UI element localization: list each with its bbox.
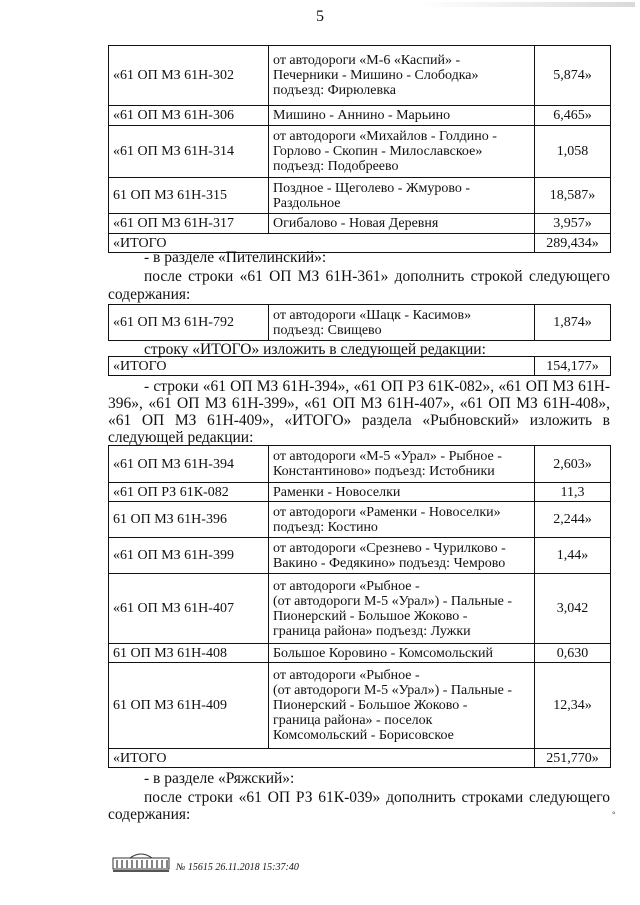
paragraph-rybnovsky-line-2: 396», «61 ОП МЗ 61Н-399», «61 ОП МЗ 61Н-407», «61 ОП МЗ 61Н-408»,	[108, 395, 610, 412]
table-row	[109, 502, 611, 538]
table-total-pitelinsky	[108, 356, 611, 376]
table-row	[109, 126, 611, 178]
table-total-row	[109, 749, 611, 768]
paragraph-insert-after-039: после строки «61 ОП РЗ 61К-039» дополнить строками следующего	[144, 789, 610, 806]
paragraph-rybnovsky-line-1: - строки «61 ОП МЗ 61Н-394», «61 ОП РЗ 61К-082», «61 ОП МЗ 61Н-	[144, 378, 610, 395]
table-row	[109, 305, 611, 341]
table-row	[109, 574, 611, 644]
total-label: «ИТОГО	[109, 357, 535, 376]
road-code: «61 ОП МЗ 61Н-314	[109, 126, 269, 178]
total-value: 251,770»	[535, 749, 611, 768]
road-description: от автодороги «Михайлов - Голдино - Горлово - Скопин - Милославское» подъезд: Подобреево	[269, 126, 535, 178]
road-description: от автодороги «Раменки - Новоселки» подъезд: Костино	[269, 502, 535, 538]
road-length: 11,3	[535, 483, 611, 502]
road-description: от автодороги «Шацк - Касимов» подъезд: Свищево	[269, 305, 535, 341]
table-row	[109, 483, 611, 502]
road-code: «61 ОП МЗ 61Н-306	[109, 106, 269, 126]
paragraph-rybnovsky-line-3: «61 ОП МЗ 61Н-409», «ИТОГО» раздела «Рыбновский» изложить в	[108, 412, 610, 429]
total-label: «ИТОГО	[109, 749, 535, 768]
road-description: от автодороги «Рыбное - (от автодороги М-5 «Урал») - Пальные - Пионерский - Большое Жоково - граница района» подъезд: Лужки	[269, 574, 535, 644]
road-description: Раменки - Новоселки	[269, 483, 535, 502]
road-code: «61 ОП МЗ 61Н-792	[109, 305, 269, 341]
road-length: 0,630	[535, 644, 611, 663]
road-description: Мишино - Аннино - Марьино	[269, 106, 535, 126]
road-length: 6,465»	[535, 106, 611, 126]
table-total-row	[109, 357, 611, 376]
paragraph-insert-after-039-cont: содержания:	[108, 806, 191, 823]
road-length: 18,587»	[535, 178, 611, 214]
table-roads-rybnovsky	[108, 445, 611, 768]
paragraph-insert-after-361-cont: содержания:	[108, 286, 191, 303]
road-code: «61 ОП МЗ 61Н-302	[109, 46, 269, 106]
road-description: Большое Коровино - Комсомольский	[269, 644, 535, 663]
table-row	[109, 663, 611, 749]
road-length: 3,042	[535, 574, 611, 644]
table-row	[109, 538, 611, 574]
paragraph-insert-after-361: после строки «61 ОП МЗ 61Н-361» дополнить строкой следующего	[144, 268, 610, 285]
road-code: 61 ОП МЗ 61Н-315	[109, 178, 269, 214]
page-number: 5	[316, 8, 324, 25]
paragraph-section-pitelinsky: - в разделе «Пителинский»:	[144, 249, 327, 266]
paragraph-rybnovsky-line-4: следующей редакции:	[108, 429, 254, 446]
table-row	[109, 106, 611, 126]
table-roads-2	[108, 304, 611, 341]
road-code: «61 ОП МЗ 61Н-317	[109, 214, 269, 234]
road-length: 12,34»	[535, 663, 611, 749]
table-row	[109, 178, 611, 214]
road-length: 2,244»	[535, 502, 611, 538]
road-length: 2,603»	[535, 446, 611, 483]
road-code: 61 ОП МЗ 61Н-408	[109, 644, 269, 663]
road-code: «61 ОП МЗ 61Н-407	[109, 574, 269, 644]
building-stamp-icon	[112, 849, 170, 873]
road-description: Огибалово - Новая Деревня	[269, 214, 535, 234]
table-row	[109, 214, 611, 234]
road-length: 1,44»	[535, 538, 611, 574]
road-description: от автодороги «Рыбное - (от автодороги М-5 «Урал») - Пальные - Пионерский - Большое Жоково - граница района» - поселок Комсомольский - Борисовское	[269, 663, 535, 749]
table-row	[109, 46, 611, 106]
road-description: Поздное - Щеголево - Жмурово - Раздольное	[269, 178, 535, 214]
road-code: 61 ОП МЗ 61Н-396	[109, 502, 269, 538]
road-description: от автодороги «М-6 «Каспий» - Печерники - Мишино - Слободка» подъезд: Фирюлевка	[269, 46, 535, 106]
road-code: 61 ОП МЗ 61Н-409	[109, 663, 269, 749]
total-value: 154,177»	[535, 357, 611, 376]
paragraph-section-ryazhsky: - в разделе «Ряжский»:	[144, 770, 295, 787]
document-registration-stamp: № 15615 26.11.2018 15:37:40	[176, 862, 299, 873]
table-row	[109, 644, 611, 663]
total-value: 289,434»	[535, 234, 611, 253]
road-length: 3,957»	[535, 214, 611, 234]
road-code: «61 ОП МЗ 61Н-399	[109, 538, 269, 574]
paragraph-total-edit: строку «ИТОГО» изложить в следующей редакции:	[144, 341, 486, 358]
road-length: 5,874»	[535, 46, 611, 106]
table-roads-1	[108, 45, 611, 253]
total-label: «ИТОГО	[109, 234, 535, 253]
table-row	[109, 446, 611, 483]
road-length: 1,874»	[535, 305, 611, 341]
scan-artifact	[420, 2, 635, 7]
road-code: «61 ОП РЗ 61К-082	[109, 483, 269, 502]
road-description: от автодороги «Срезнево - Чурилково - Вакино - Федякино» подъезд: Чемрово	[269, 538, 535, 574]
margin-mark: ◦	[612, 808, 616, 819]
road-length: 1,058	[535, 126, 611, 178]
road-description: от автодороги «М-5 «Урал» - Рыбное - Константиново» подъезд: Истобники	[269, 446, 535, 483]
road-code: «61 ОП МЗ 61Н-394	[109, 446, 269, 483]
